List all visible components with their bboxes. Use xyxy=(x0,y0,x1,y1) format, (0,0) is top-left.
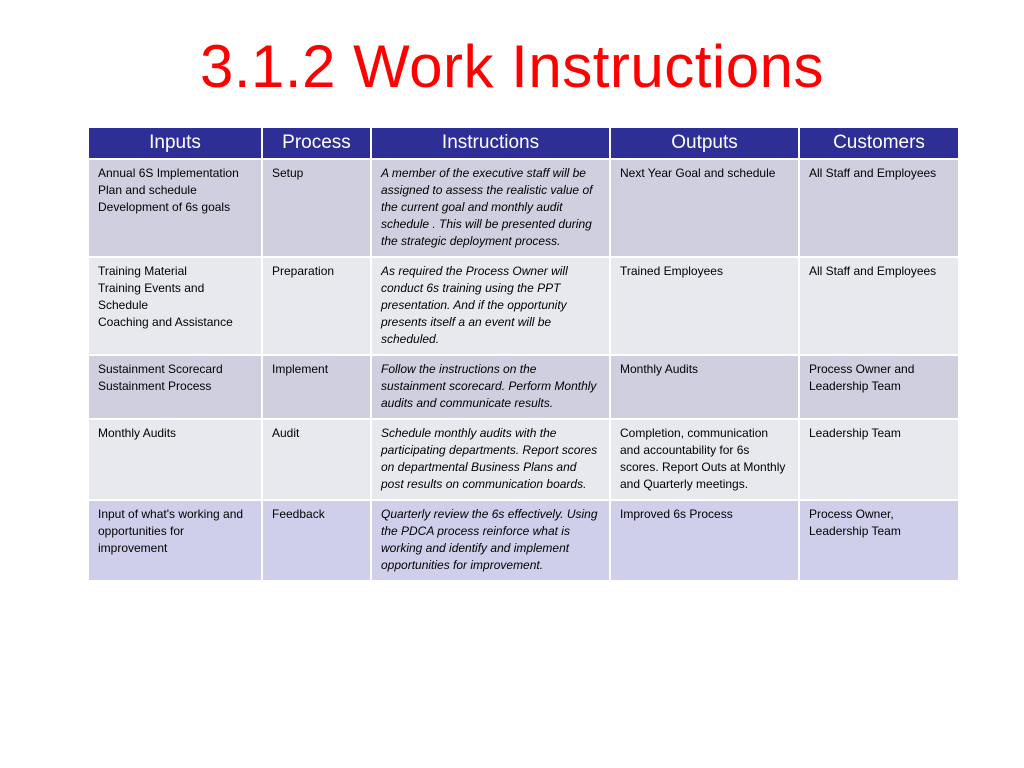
cell-instructions: Schedule monthly audits with the participating departments. Report scores on departmental Business Plans and post results on communication boards. xyxy=(371,419,610,500)
header-customers: Customers xyxy=(799,127,959,159)
table-row xyxy=(88,257,959,355)
cell-inputs: Annual 6S Implementation Plan and schedule Development of 6s goals xyxy=(88,159,262,257)
cell-instructions: As required the Process Owner will conduct 6s training using the PPT presentation. And if the opportunity presents itself a an event will be scheduled. xyxy=(371,257,610,355)
cell-instructions: A member of the executive staff will be assigned to assess the realistic value of the current goal and monthly audit schedule . This will be presented during the strategic deployment process. xyxy=(371,159,610,257)
cell-outputs: Trained Employees xyxy=(610,257,799,355)
header-inputs: Inputs xyxy=(88,127,262,159)
cell-inputs: Input of what's working and opportunities for improvement xyxy=(88,500,262,581)
cell-process: Feedback xyxy=(262,500,371,581)
cell-process: Audit xyxy=(262,419,371,500)
cell-inputs: Training Material Training Events and Schedule Coaching and Assistance xyxy=(88,257,262,355)
header-outputs: Outputs xyxy=(610,127,799,159)
table-row xyxy=(88,500,959,581)
cell-customers: Leadership Team xyxy=(799,419,959,500)
table-header-row xyxy=(88,127,959,159)
cell-process: Preparation xyxy=(262,257,371,355)
cell-outputs: Completion, communication and accountability for 6s scores. Report Outs at Monthly and Quarterly meetings. xyxy=(610,419,799,500)
cell-customers: Process Owner and Leadership Team xyxy=(799,355,959,419)
table-row xyxy=(88,419,959,500)
cell-outputs: Improved 6s Process xyxy=(610,500,799,581)
cell-inputs: Monthly Audits xyxy=(88,419,262,500)
table-row xyxy=(88,159,959,257)
cell-customers: All Staff and Employees xyxy=(799,257,959,355)
cell-process: Setup xyxy=(262,159,371,257)
cell-instructions: Quarterly review the 6s effectively. Using the PDCA process reinforce what is working and identify and implement opportunities for improvement. xyxy=(371,500,610,581)
cell-inputs: Sustainment Scorecard Sustainment Process xyxy=(88,355,262,419)
cell-outputs: Monthly Audits xyxy=(610,355,799,419)
work-instructions-table xyxy=(87,126,960,582)
header-instructions: Instructions xyxy=(371,127,610,159)
cell-customers: All Staff and Employees xyxy=(799,159,959,257)
page-title: 3.1.2 Work Instructions xyxy=(200,33,824,100)
cell-process: Implement xyxy=(262,355,371,419)
cell-customers: Process Owner, Leadership Team xyxy=(799,500,959,581)
table-row xyxy=(88,355,959,419)
header-process: Process xyxy=(262,127,371,159)
cell-instructions: Follow the instructions on the sustainment scorecard. Perform Monthly audits and communicate results. xyxy=(371,355,610,419)
cell-outputs: Next Year Goal and schedule xyxy=(610,159,799,257)
